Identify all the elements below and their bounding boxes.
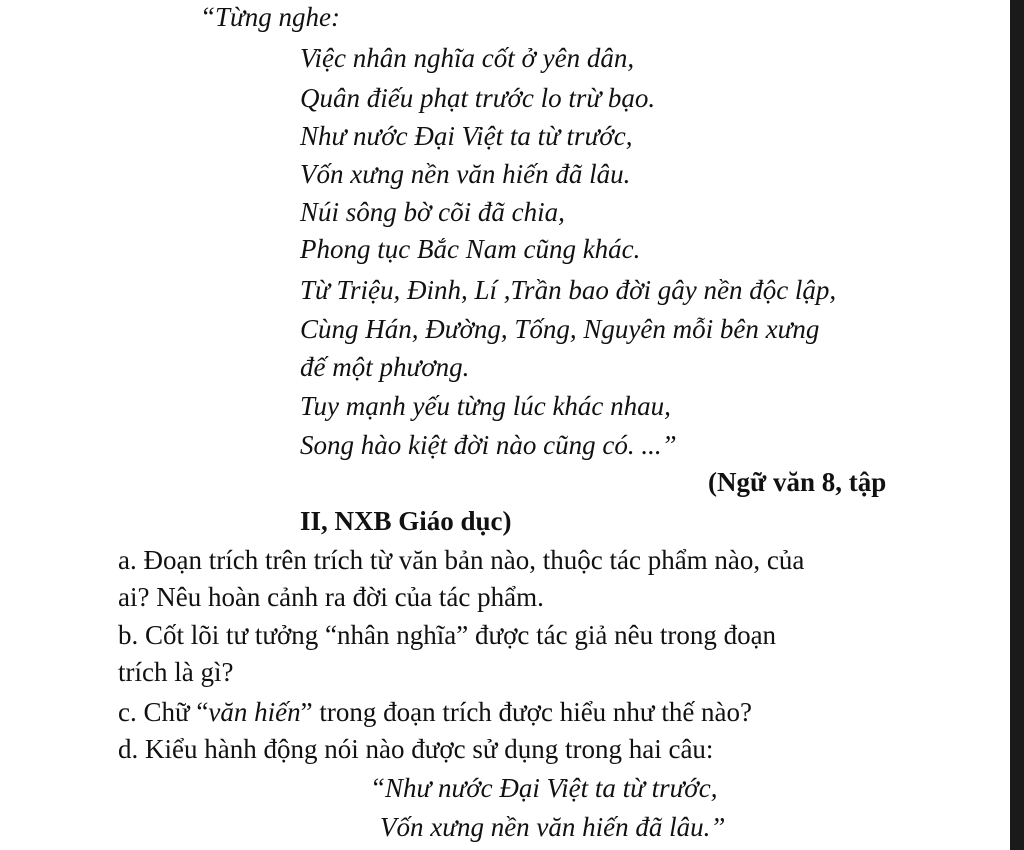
question-b-line1: b. Cốt lõi tư tưởng “nhân nghĩa” được tác giả nêu trong đoạn: [118, 620, 777, 650]
question-d-line1: d. Kiểu hành động nói nào được sử dụng trong hai câu:: [118, 734, 714, 764]
poem-line: Phong tục Bắc Nam cũng khác.: [300, 234, 641, 264]
poem-line: Vốn xưng nền văn hiến đã lâu.: [300, 159, 631, 189]
source-citation-part2: II, NXB Giáo dục): [300, 506, 512, 536]
poem-line: Quân điếu phạt trước lo trừ bạo.: [300, 83, 656, 113]
poem-line: Như nước Đại Việt ta từ trước,: [300, 121, 633, 151]
intro-line: “Từng nghe:: [200, 2, 340, 32]
poem-line: Núi sông bờ cõi đã chia,: [300, 197, 565, 227]
right-edge-border: [1010, 0, 1024, 850]
question-a-line2: ai? Nêu hoàn cảnh ra đời của tác phẩm.: [118, 582, 544, 612]
poem-line: Tuy mạnh yếu từng lúc khác nhau,: [300, 391, 671, 421]
question-c-suffix: ” trong đoạn trích được hiểu như thế nào?: [300, 697, 753, 727]
quote-line: Vốn xưng nền văn hiến đã lâu.”: [380, 812, 726, 842]
poem-line: Song hào kiệt đời nào cũng có. ...”: [300, 430, 677, 460]
question-c-prefix: c. Chữ “: [118, 697, 209, 727]
question-b-line2: trích là gì?: [118, 657, 234, 687]
poem-line: Từ Triệu, Đinh, Lí ,Trần bao đời gây nền độc lập,: [300, 275, 837, 305]
poem-line: Cùng Hán, Đường, Tống, Nguyên mỗi bên xưng: [300, 314, 820, 344]
poem-line: Việc nhân nghĩa cốt ở yên dân,: [300, 43, 635, 73]
quote-line: “Như nước Đại Việt ta từ trước,: [370, 773, 718, 803]
question-c: [118, 697, 752, 727]
question-a-line1: a. Đoạn trích trên trích từ văn bản nào, thuộc tác phẩm nào, của: [118, 545, 805, 575]
poem-line: đế một phương.: [300, 352, 470, 382]
source-citation-part1: (Ngữ văn 8, tập: [708, 467, 887, 497]
question-c-term: văn hiến: [208, 697, 301, 727]
